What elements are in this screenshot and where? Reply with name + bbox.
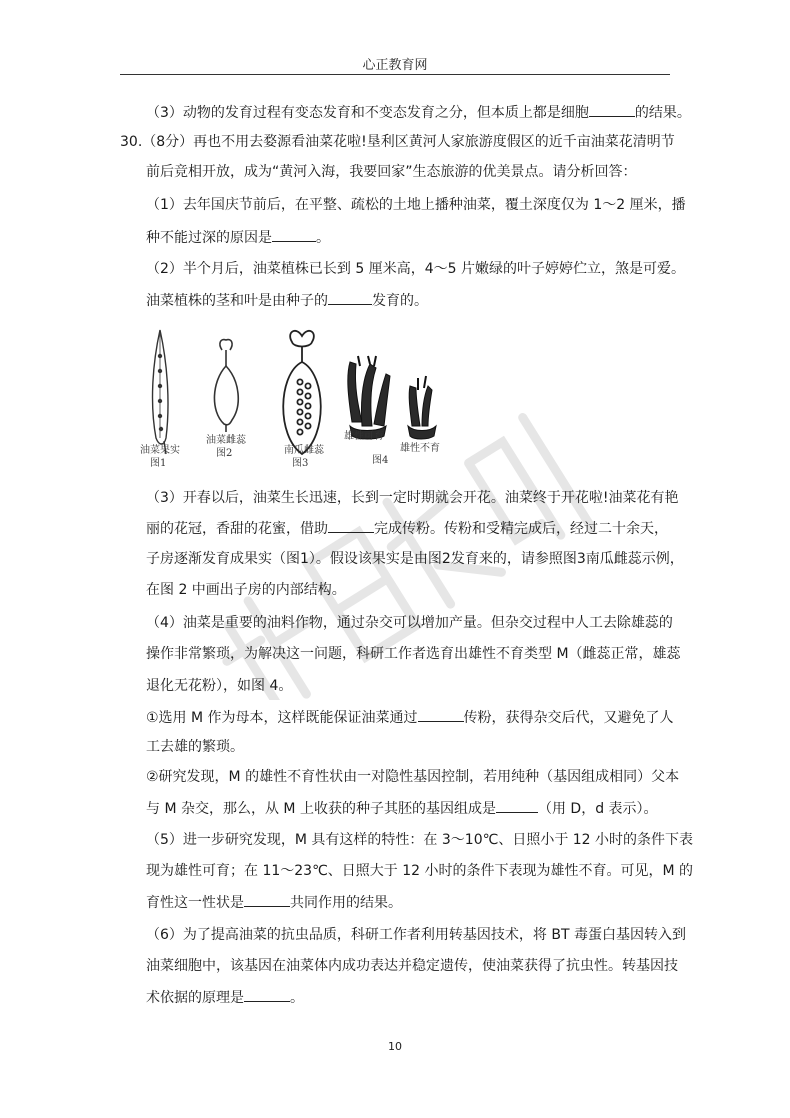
pumpkin-pistil-drawing <box>283 331 321 454</box>
line-4: （1）去年国庆节前后，在平整、疏松的土地上播种油菜，覆土深度仅为 1～2 厘米，播 <box>146 197 686 213</box>
line-7: 油菜植株的茎和叶是由种子的 发育的。 <box>146 290 428 311</box>
rapeseed-fruit-drawing <box>153 330 168 454</box>
line-21: 育性这一性状是 共同作用的结果。 <box>146 892 402 913</box>
fig3-caption-num: 图3 <box>292 458 309 469</box>
header-title: 心正教育网 <box>362 58 428 73</box>
line-14: 退化无花粉），如图 4。 <box>146 678 293 694</box>
line-12: （4）油菜是重要的油料作物，通过杂交可以增加产量。但杂交过程中人工去除雄蕊的 <box>146 615 673 631</box>
line-11: 在图 2 中画出子房的内部结构。 <box>146 582 346 598</box>
fig1-caption-name: 油菜果实 <box>140 445 180 456</box>
line-10: 子房逐渐发育成果实（图1）。假设该果实是由图2发育来的，请参照图3南瓜雌蕊示例， <box>146 551 684 567</box>
line-6: （2）半个月后，油菜植株已长到 5 厘米高，4～5 片嫩绿的叶子婷婷伫立，煞是可爱。 <box>146 261 685 277</box>
answer-blank[interactable] <box>244 987 290 1002</box>
line-9: 丽的花冠，香甜的花蜜，借助 完成传粉。传粉和受精完成后，经过二十余天， <box>146 518 668 539</box>
line-19: （5）进一步研究发现，M 具有这样的特性：在 3～10℃、日照小于 12 小时的条件下表 <box>146 832 694 848</box>
answer-blank[interactable] <box>272 227 316 242</box>
fig4-caption-num: 图4 <box>372 455 389 466</box>
fig2-caption-name: 油菜雌蕊 <box>206 435 246 446</box>
line-15: ①选用 M 作为母本，这样既能保证油菜通过 传粉，获得杂交后代，又避免了人 <box>146 707 674 728</box>
line-20: 现为雄性可育；在 11～23℃、日照大于 12 小时的条件下表现为雄性不育。可见，M 的 <box>146 863 694 879</box>
line-18: 与 M 杂交，那么，从 M 上收获的种子其胚的基因组成是 （用 D，d 表示）。 <box>146 798 658 819</box>
line-16: 工去雄的繁琐。 <box>146 739 244 755</box>
fig3-caption-name: 南瓜雌蕊 <box>284 445 324 456</box>
rapeseed-pistil-drawing <box>214 340 238 432</box>
answer-blank[interactable] <box>328 518 374 533</box>
fig4-caption-sterile: 雄性不育 <box>400 443 440 454</box>
line-23: 油菜细胞中，该基因在油菜体内成功表达并稳定遗传，使油菜获得了抗虫性。转基因技 <box>146 958 678 974</box>
line-5: 种不能过深的原因是 。 <box>146 227 330 248</box>
line-1: （3）动物的发育过程有变态发育和不变态发育之分，但本质上都是细胞 的结果。 <box>146 102 691 123</box>
line-3: 前后竞相开放，成为“黄河入海，我要回家”生态旅游的优美景点。请分析回答： <box>146 164 637 180</box>
line-2: 30.（8分）再也不用去婺源看油菜花啦!垦利区黄河人家旅游度假区的近千亩油菜花清明节 <box>120 134 675 150</box>
figure-row <box>138 326 438 476</box>
answer-blank[interactable] <box>589 102 635 117</box>
fig1-caption-num: 图1 <box>150 458 167 469</box>
line-17: ②研究发现，M 的雄性不育性状由一对隐性基因控制，若用纯种（基因组成相同）父本 <box>146 769 680 785</box>
answer-blank[interactable] <box>328 290 372 305</box>
line-8: （3）开春以后，油菜生长迅速，长到一定时期就会开花。油菜终于开花啦!油菜花有艳 <box>146 490 679 506</box>
fig2-caption-num: 图2 <box>216 448 233 459</box>
line-13: 操作非常繁琐，为解决这一问题，科研工作者选育出雄性不育类型 M（雌蕊正常，雄蕊 <box>146 646 681 662</box>
answer-blank[interactable] <box>496 798 538 813</box>
answer-blank[interactable] <box>418 707 464 722</box>
header-rule <box>120 74 670 75</box>
fig4-caption-fertile: 雄性可育 <box>344 431 384 442</box>
line-22: （6）为了提高油菜的抗虫品质，科研工作者利用转基因技术，将 BT 毒蛋白基因转入到 <box>146 927 686 943</box>
line-24: 术依据的原理是 。 <box>146 987 304 1008</box>
answer-blank[interactable] <box>244 892 290 907</box>
flower-fertility-drawing <box>348 356 436 439</box>
page-number: 10 <box>388 1040 402 1053</box>
